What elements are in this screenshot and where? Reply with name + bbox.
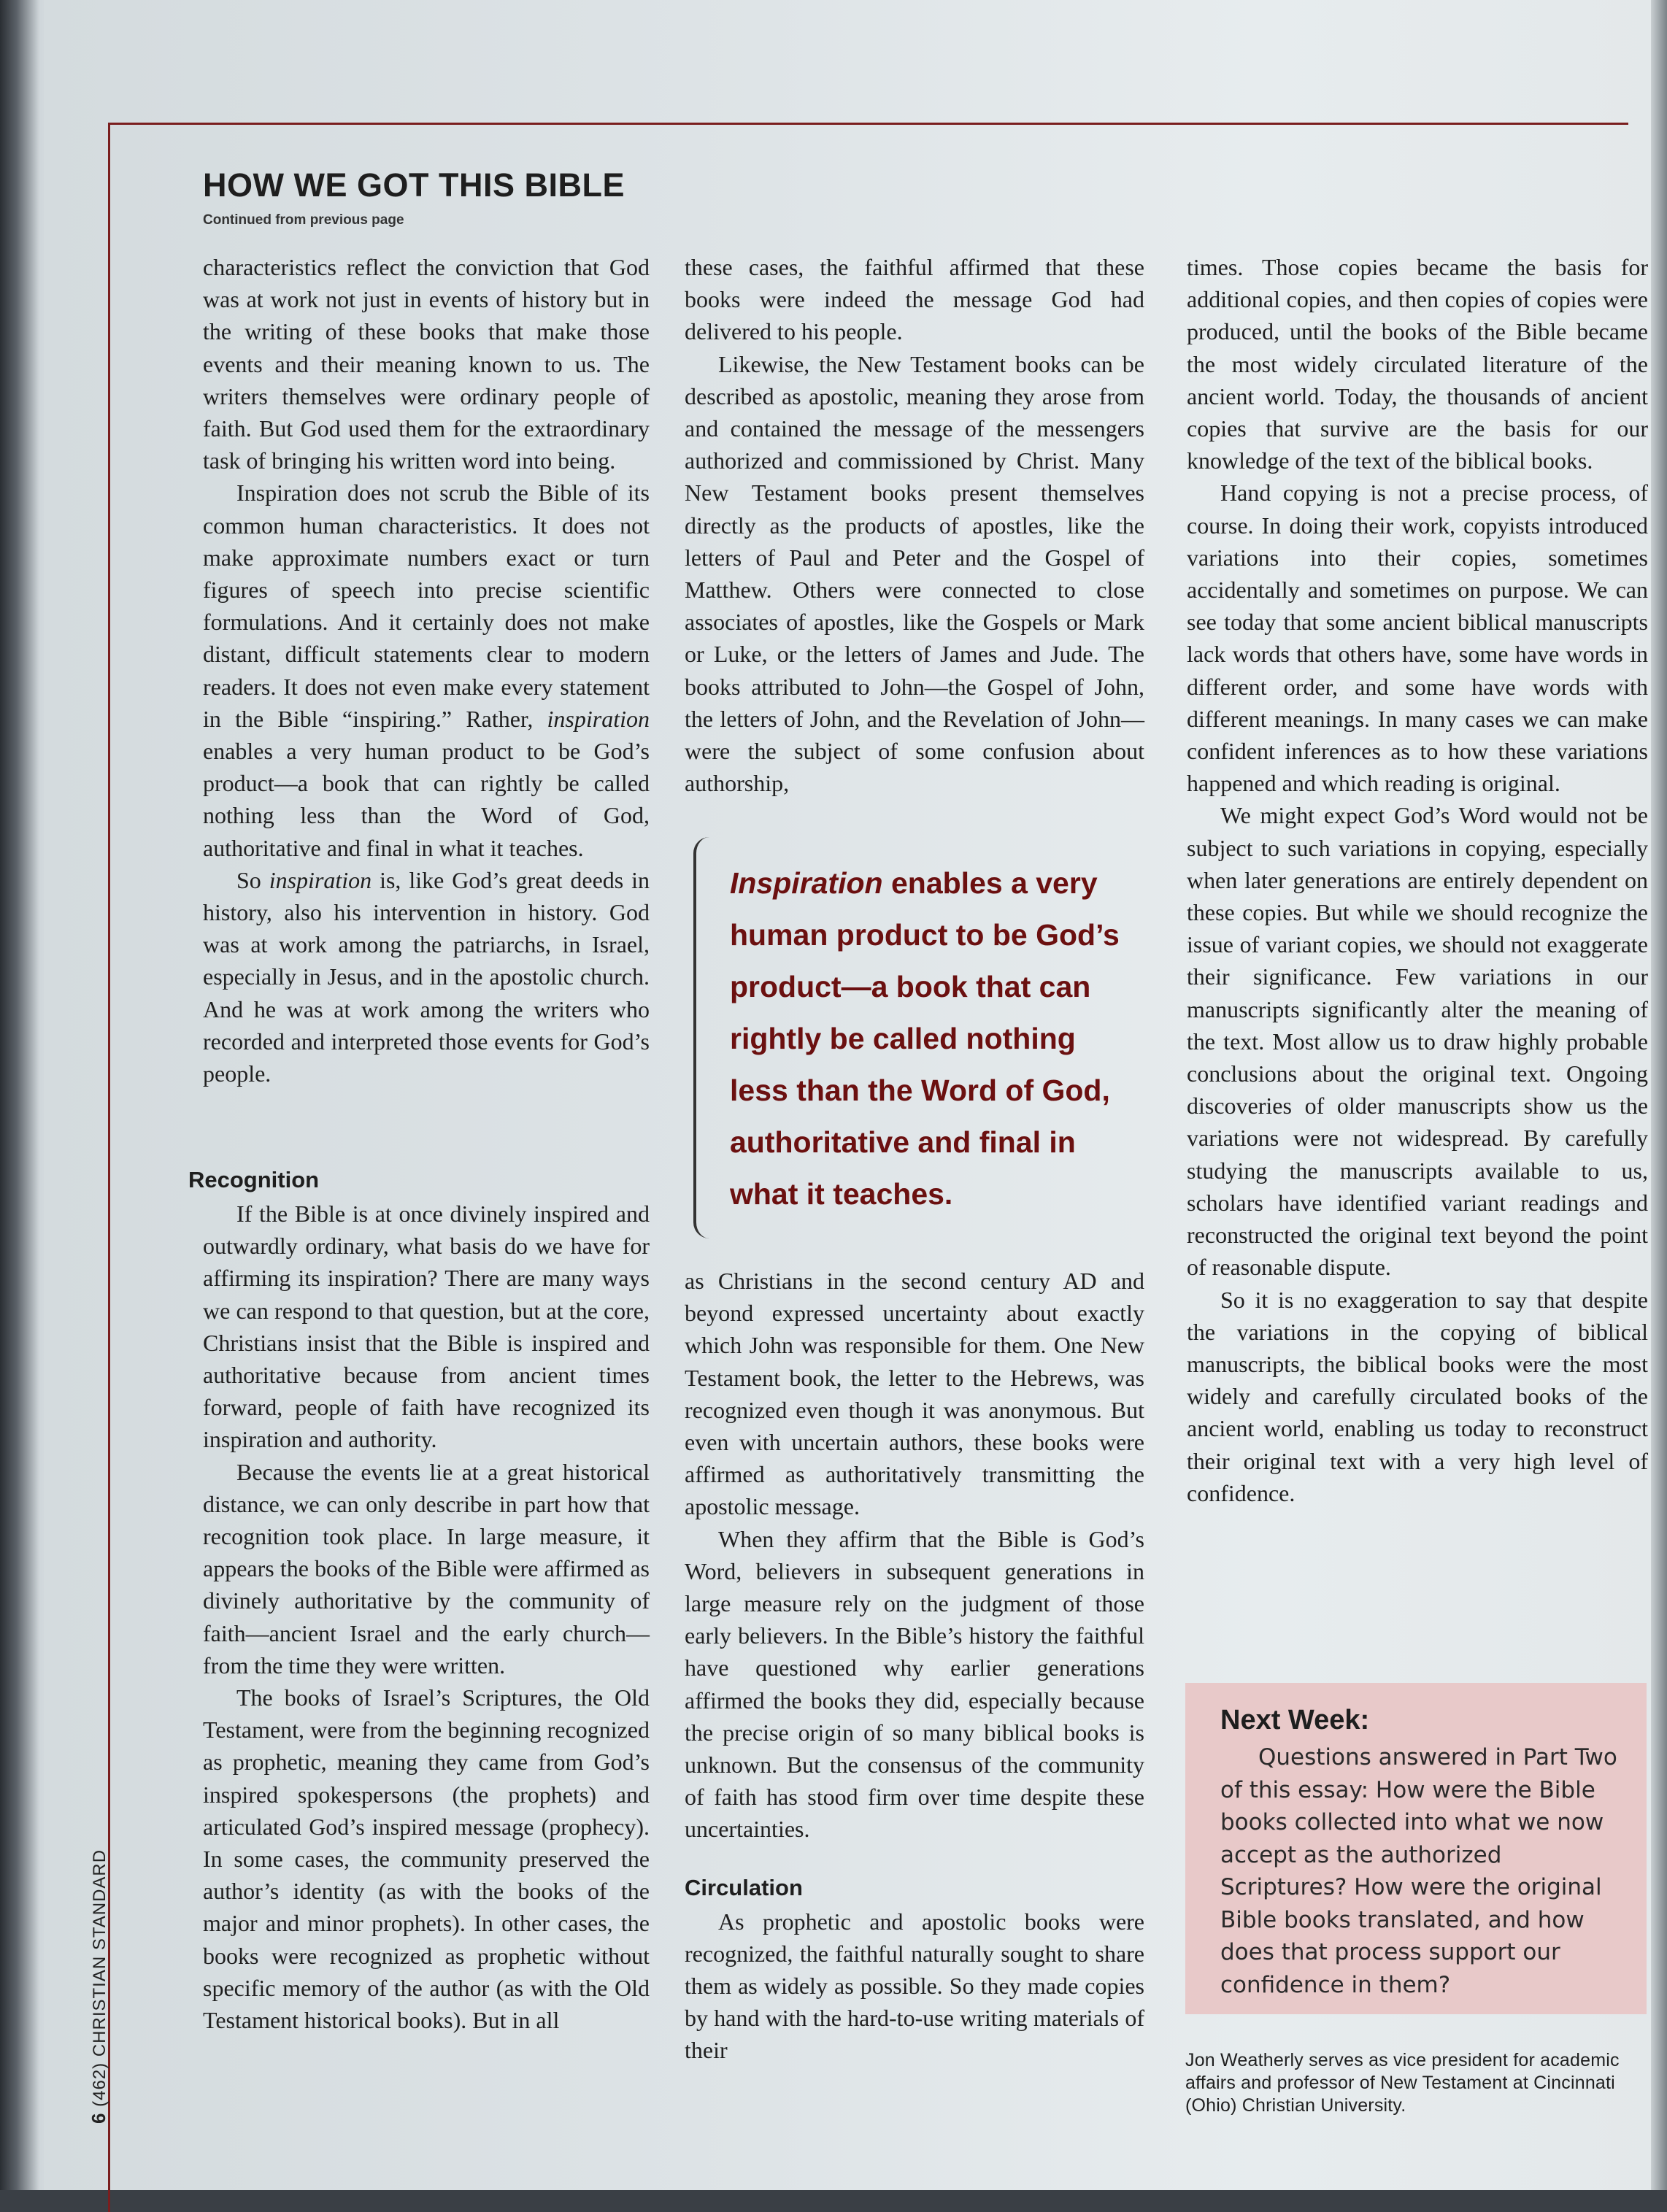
page-curl-shadow bbox=[1651, 0, 1667, 2190]
col2-paragraph-5: As prophetic and apostolic books were recognized, the faithful naturally sought to share them as widely as possible. So they made copies by hand with the hard-to-use writing materials of their bbox=[685, 1908, 1144, 2064]
next-week-body: Questions answered in Part Two of this essay: How were the Bible books collected into what we now accept as the authorized Scriptures? How were the original Bible books translated, and how does that process support our confidence in them? bbox=[1220, 1744, 1617, 1998]
col2-paragraph-4: When they affirm that the Bible is God’s Word, believers in subsequent generations in large measure rely on the judgment of those early believers. In the Bible’s history the faithful have questioned why earlier generations affirmed the books they did, especially because the precise origin of so many biblical books is unknown. But the consensus of the community of faith has stood firm over time despite these uncertainties. bbox=[685, 1525, 1144, 1843]
pull-quote-text bbox=[730, 858, 1139, 1220]
pull-quote-body: enables a very human product to be God’s product—a book that can rightly be called nothing less than the Word of God, authoritative and final in what it teaches. bbox=[730, 866, 1120, 1211]
col1-paragraph-4: If the Bible is at once divinely inspired and outwardly ordinary, what basis do we have for affirming its inspiration? There are many ways we can respond to that question, but at the core, Christians insist that the Bible is inspired and authoritative because from ancient times forward, people of faith have recognized its inspiration and authority. bbox=[203, 1201, 650, 1453]
col3-paragraph-1: times. Those copies became the basis for additional copies, and then copies of copies were produced, until the books of the Bible became the most widely circulated literature of the ancient world. Today, the thousands of ancient copies that survive are the basis for our knowledge of the text of the biblical books. bbox=[1187, 254, 1648, 474]
column-1 bbox=[203, 251, 650, 1090]
publication-name: CHRISTIAN STANDARD bbox=[90, 1849, 109, 2057]
col2-paragraph-1: these cases, the faithful affirmed that these books were indeed the message God had delivered to his people. bbox=[685, 254, 1144, 345]
pull-quote-bracket bbox=[693, 837, 715, 1238]
page-number: 6 bbox=[88, 2112, 109, 2124]
column-2 bbox=[685, 251, 1144, 799]
col1-p2-text-a: Inspiration does not scrub the Bible of its common human characteristics. It does not make approximate numbers exact or turn figures of speech into precise scientific formulations. And it certainly does not make distant, difficult statements clear to modern readers. It does not even make every statement in the Bible “inspiring.” Rather, bbox=[203, 479, 650, 732]
col1-paragraph-6: The books of Israel’s Scriptures, the Old Testament, were from the beginning recognized as prophetic, meaning they came from God’s inspired spokespersons (the prophets) and articulated God’s inspired message (prophecy). In some cases, the community preserved the author’s identity (as with the books of the major and minor prophets). In other cases, the books were recognized as prophetic without specific memory of the author (as with the Old Testament historical books). But in all bbox=[203, 1684, 650, 2034]
col3-paragraph-4: So it is no exaggeration to say that despite the variations in the copying of biblical manuscripts, the biblical books were the most widely and carefully circulated books of the ancient world, enabling us today to reconstruct their original text with a very high level of confidence. bbox=[1187, 1286, 1648, 1506]
pull-quote-emphasis: Inspiration bbox=[730, 866, 883, 900]
page-folio bbox=[88, 1849, 110, 2124]
col2-paragraph-2: Likewise, the New Testament books can be described as apostolic, meaning they arose from and contained the message of the messengers authorized and commissioned by Christ. Many New Testament books present themselves directly as the products of apostles, like the letters of Paul and Peter and the Gospel of Matthew. Others were connected to close associates of apostles, like the Gospels or Mark or Luke, or the letters of James and Jude. The books attributed to John—the Gospel of John, the letters of John, and the Revelation of John—were the subject of some confusion about authorship, bbox=[685, 350, 1144, 797]
column-1-lower bbox=[188, 1165, 650, 2036]
col1-p3-text-a: So bbox=[236, 866, 261, 893]
col3-paragraph-3: We might expect God’s Word would not be subject to such variations in copying, especially when later generations are entirely dependent on these copies. But while we should recognize the issue of variant copies, we should not exaggerate their significance. Few variations in our manuscripts significantly alter the meaning of the text. Most allow us to draw highly probable conclusions about the original text. Ongoing discoveries of older manuscripts show us the variations were not widespread. By carefully studying the manuscripts available to us, scholars have identified variant readings and reconstructed the original text beyond the point of reasonable dispute. bbox=[1187, 802, 1648, 1281]
col1-p3-emphasis: inspiration bbox=[269, 866, 372, 893]
col1-paragraph-5: Because the events lie at a great historical distance, we can only describe in part how that recognition took place. In large measure, it appears the books of the Bible were affirmed as divinely authoritative by the community of faith—ancient Israel and the early church—from the time they were written. bbox=[203, 1458, 650, 1679]
col2-paragraph-3: as Christians in the second century AD and beyond expressed uncertainty about exactly which John was responsible for them. One New Testament book, the letter to the Hebrews, was recognized even though it was anonymous. But even with uncertain authors, these books were affirmed as authoritatively transmitting the apostolic message. bbox=[685, 1268, 1144, 1520]
col1-p3-text-b: is, like God’s great deeds in history, also his intervention in history. God was at work among the patriarchs, in Israel, especially in Jesus, and in the apostolic church. And he was at work among the writers who recorded and interpreted those events for God’s people. bbox=[203, 866, 650, 1087]
col3-paragraph-2: Hand copying is not a precise process, of course. In doing their work, copyists introduced variations into their copies, sometimes accidentally and sometimes on purpose. We can see today that some ancient biblical manuscripts lack words that others have, some have words in different order, and some have words with different meanings. In many cases we can make confident inferences as to how these variations happened and which reading is original. bbox=[1187, 479, 1648, 797]
col1-paragraph-2 bbox=[203, 477, 650, 863]
issue-page-number: (462) bbox=[90, 2062, 109, 2107]
pull-quote bbox=[693, 837, 1131, 1238]
column-3 bbox=[1187, 251, 1648, 1509]
author-bio: Jon Weatherly serves as vice president for academic affairs and professor of New Testament at Cincinnati (Ohio) Christian University. bbox=[1185, 2050, 1620, 2116]
recognition-heading: Recognition bbox=[188, 1167, 320, 1192]
col1-p2-emphasis: inspiration bbox=[547, 705, 650, 732]
column-2-lower bbox=[685, 1265, 1144, 2067]
col1-paragraph-3 bbox=[203, 864, 650, 1090]
continued-note: Continued from previous page bbox=[203, 212, 404, 228]
col1-p2-text-b: enables a very human product to be God’s product—a book that can rightly be called nothing less than the Word of God, authoritative and final in what it teaches. bbox=[203, 738, 650, 861]
next-week-box bbox=[1185, 1683, 1647, 2014]
col1-paragraph-1: characteristics reflect the conviction that God was at work not just in events of history but in the writing of these books that make those events and their meaning known to us. The writers themselves were ordinary people of faith. But God used them for the extraordinary task of bringing his written word into being. bbox=[203, 254, 650, 474]
article-title: HOW WE GOT THIS BIBLE bbox=[203, 166, 625, 204]
next-week-title: Next Week: bbox=[1220, 1705, 1370, 1735]
circulation-heading: Circulation bbox=[685, 1874, 803, 1900]
